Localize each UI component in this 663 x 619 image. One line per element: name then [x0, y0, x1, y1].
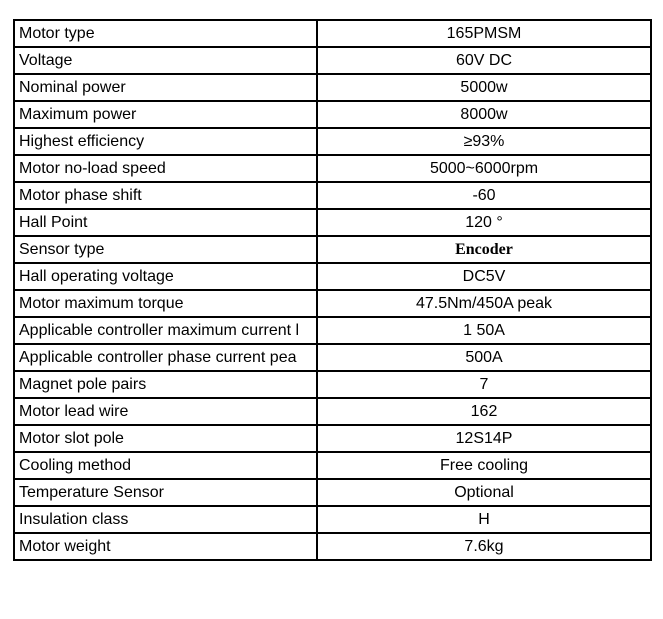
spec-row-no-load-speed: [14, 155, 651, 182]
spec-value: Free cooling: [317, 452, 651, 479]
spec-row-nominal-power: [14, 74, 651, 101]
spec-row-insulation-class: [14, 506, 651, 533]
spec-row-temperature-sensor: [14, 479, 651, 506]
spec-label: Motor slot pole: [14, 425, 317, 452]
spec-label: Highest efficiency: [14, 128, 317, 155]
spec-label: Motor maximum torque: [14, 290, 317, 317]
spec-value: Optional: [317, 479, 651, 506]
spec-value: 8000w: [317, 101, 651, 128]
spec-label: Magnet pole pairs: [14, 371, 317, 398]
spec-value: DC5V: [317, 263, 651, 290]
spec-label: Temperature Sensor: [14, 479, 317, 506]
spec-value: 60V DC: [317, 47, 651, 74]
spec-row-cooling-method: [14, 452, 651, 479]
motor-spec-table: [13, 19, 652, 561]
spec-value: 162: [317, 398, 651, 425]
spec-row-motor-type: [14, 20, 651, 47]
spec-label: Sensor type: [14, 236, 317, 263]
spec-row-maximum-power: [14, 101, 651, 128]
spec-value: ≥93%: [317, 128, 651, 155]
spec-label: Hall operating voltage: [14, 263, 317, 290]
spec-row-voltage: [14, 47, 651, 74]
spec-value: Encoder: [317, 236, 651, 263]
spec-row-phase-shift: [14, 182, 651, 209]
spec-label: Hall Point: [14, 209, 317, 236]
spec-value: H: [317, 506, 651, 533]
spec-value: 120 °: [317, 209, 651, 236]
spec-row-slot-pole: [14, 425, 651, 452]
spec-label: Cooling method: [14, 452, 317, 479]
spec-value: 5000w: [317, 74, 651, 101]
spec-row-highest-efficiency: [14, 128, 651, 155]
spec-label: Applicable controller phase current pea: [14, 344, 317, 371]
spec-label: Motor phase shift: [14, 182, 317, 209]
spec-row-controller-phase-current: [14, 344, 651, 371]
spec-label: Maximum power: [14, 101, 317, 128]
spec-row-lead-wire: [14, 398, 651, 425]
spec-label: Voltage: [14, 47, 317, 74]
spec-value: 5000~6000rpm: [317, 155, 651, 182]
spec-row-max-torque: [14, 290, 651, 317]
spec-value: 500A: [317, 344, 651, 371]
spec-row-motor-weight: [14, 533, 651, 560]
spec-label: Insulation class: [14, 506, 317, 533]
spec-value: 12S14P: [317, 425, 651, 452]
spec-row-controller-max-current: [14, 317, 651, 344]
spec-row-hall-point: [14, 209, 651, 236]
spec-label: Motor lead wire: [14, 398, 317, 425]
spec-row-sensor-type: [14, 236, 651, 263]
spec-label: Applicable controller maximum current l: [14, 317, 317, 344]
spec-value: 165PMSM: [317, 20, 651, 47]
spec-value: 7.6kg: [317, 533, 651, 560]
spec-value: 1 50A: [317, 317, 651, 344]
spec-label: Motor weight: [14, 533, 317, 560]
spec-row-hall-voltage: [14, 263, 651, 290]
spec-label: Nominal power: [14, 74, 317, 101]
spec-label: Motor no-load speed: [14, 155, 317, 182]
spec-value: -60: [317, 182, 651, 209]
spec-value: 47.5Nm/450A peak: [317, 290, 651, 317]
spec-value: 7: [317, 371, 651, 398]
spec-label: Motor type: [14, 20, 317, 47]
spec-row-magnet-pole-pairs: [14, 371, 651, 398]
